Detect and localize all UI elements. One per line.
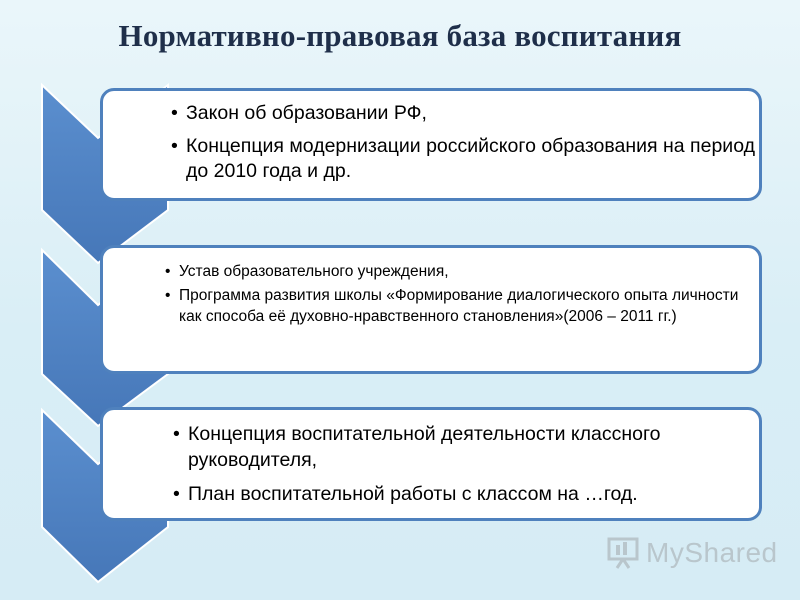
list-item: • Программа развития школы «Формирование диалогического опыта личности как способа её духовно-нравственного становления»(2006 – 2011 гг.) [165,285,755,327]
content-box-2 [100,245,762,374]
content-box-1 [100,88,762,201]
content-box-3 [100,407,762,521]
list-item: • Устав образовательного учреждения, [165,261,755,282]
list-item: • Закон об образовании РФ, [171,101,757,126]
presentation-board-icon [606,536,642,570]
watermark-text: MyShared [646,537,778,568]
bullet-list-3 [173,421,759,507]
list-item: • План воспитательной работы с классом на …год. [173,481,759,507]
bullet-list-2 [165,261,755,327]
slide-title: Нормативно-правовая база воспитания [118,18,682,53]
watermark-logo [606,536,778,570]
list-item: • Концепция воспитательной деятельности классного руководителя, [173,421,759,473]
list-item: • Концепция модернизации российского образования на период до 2010 года и др. [171,134,757,184]
bullet-list-1 [171,101,757,184]
